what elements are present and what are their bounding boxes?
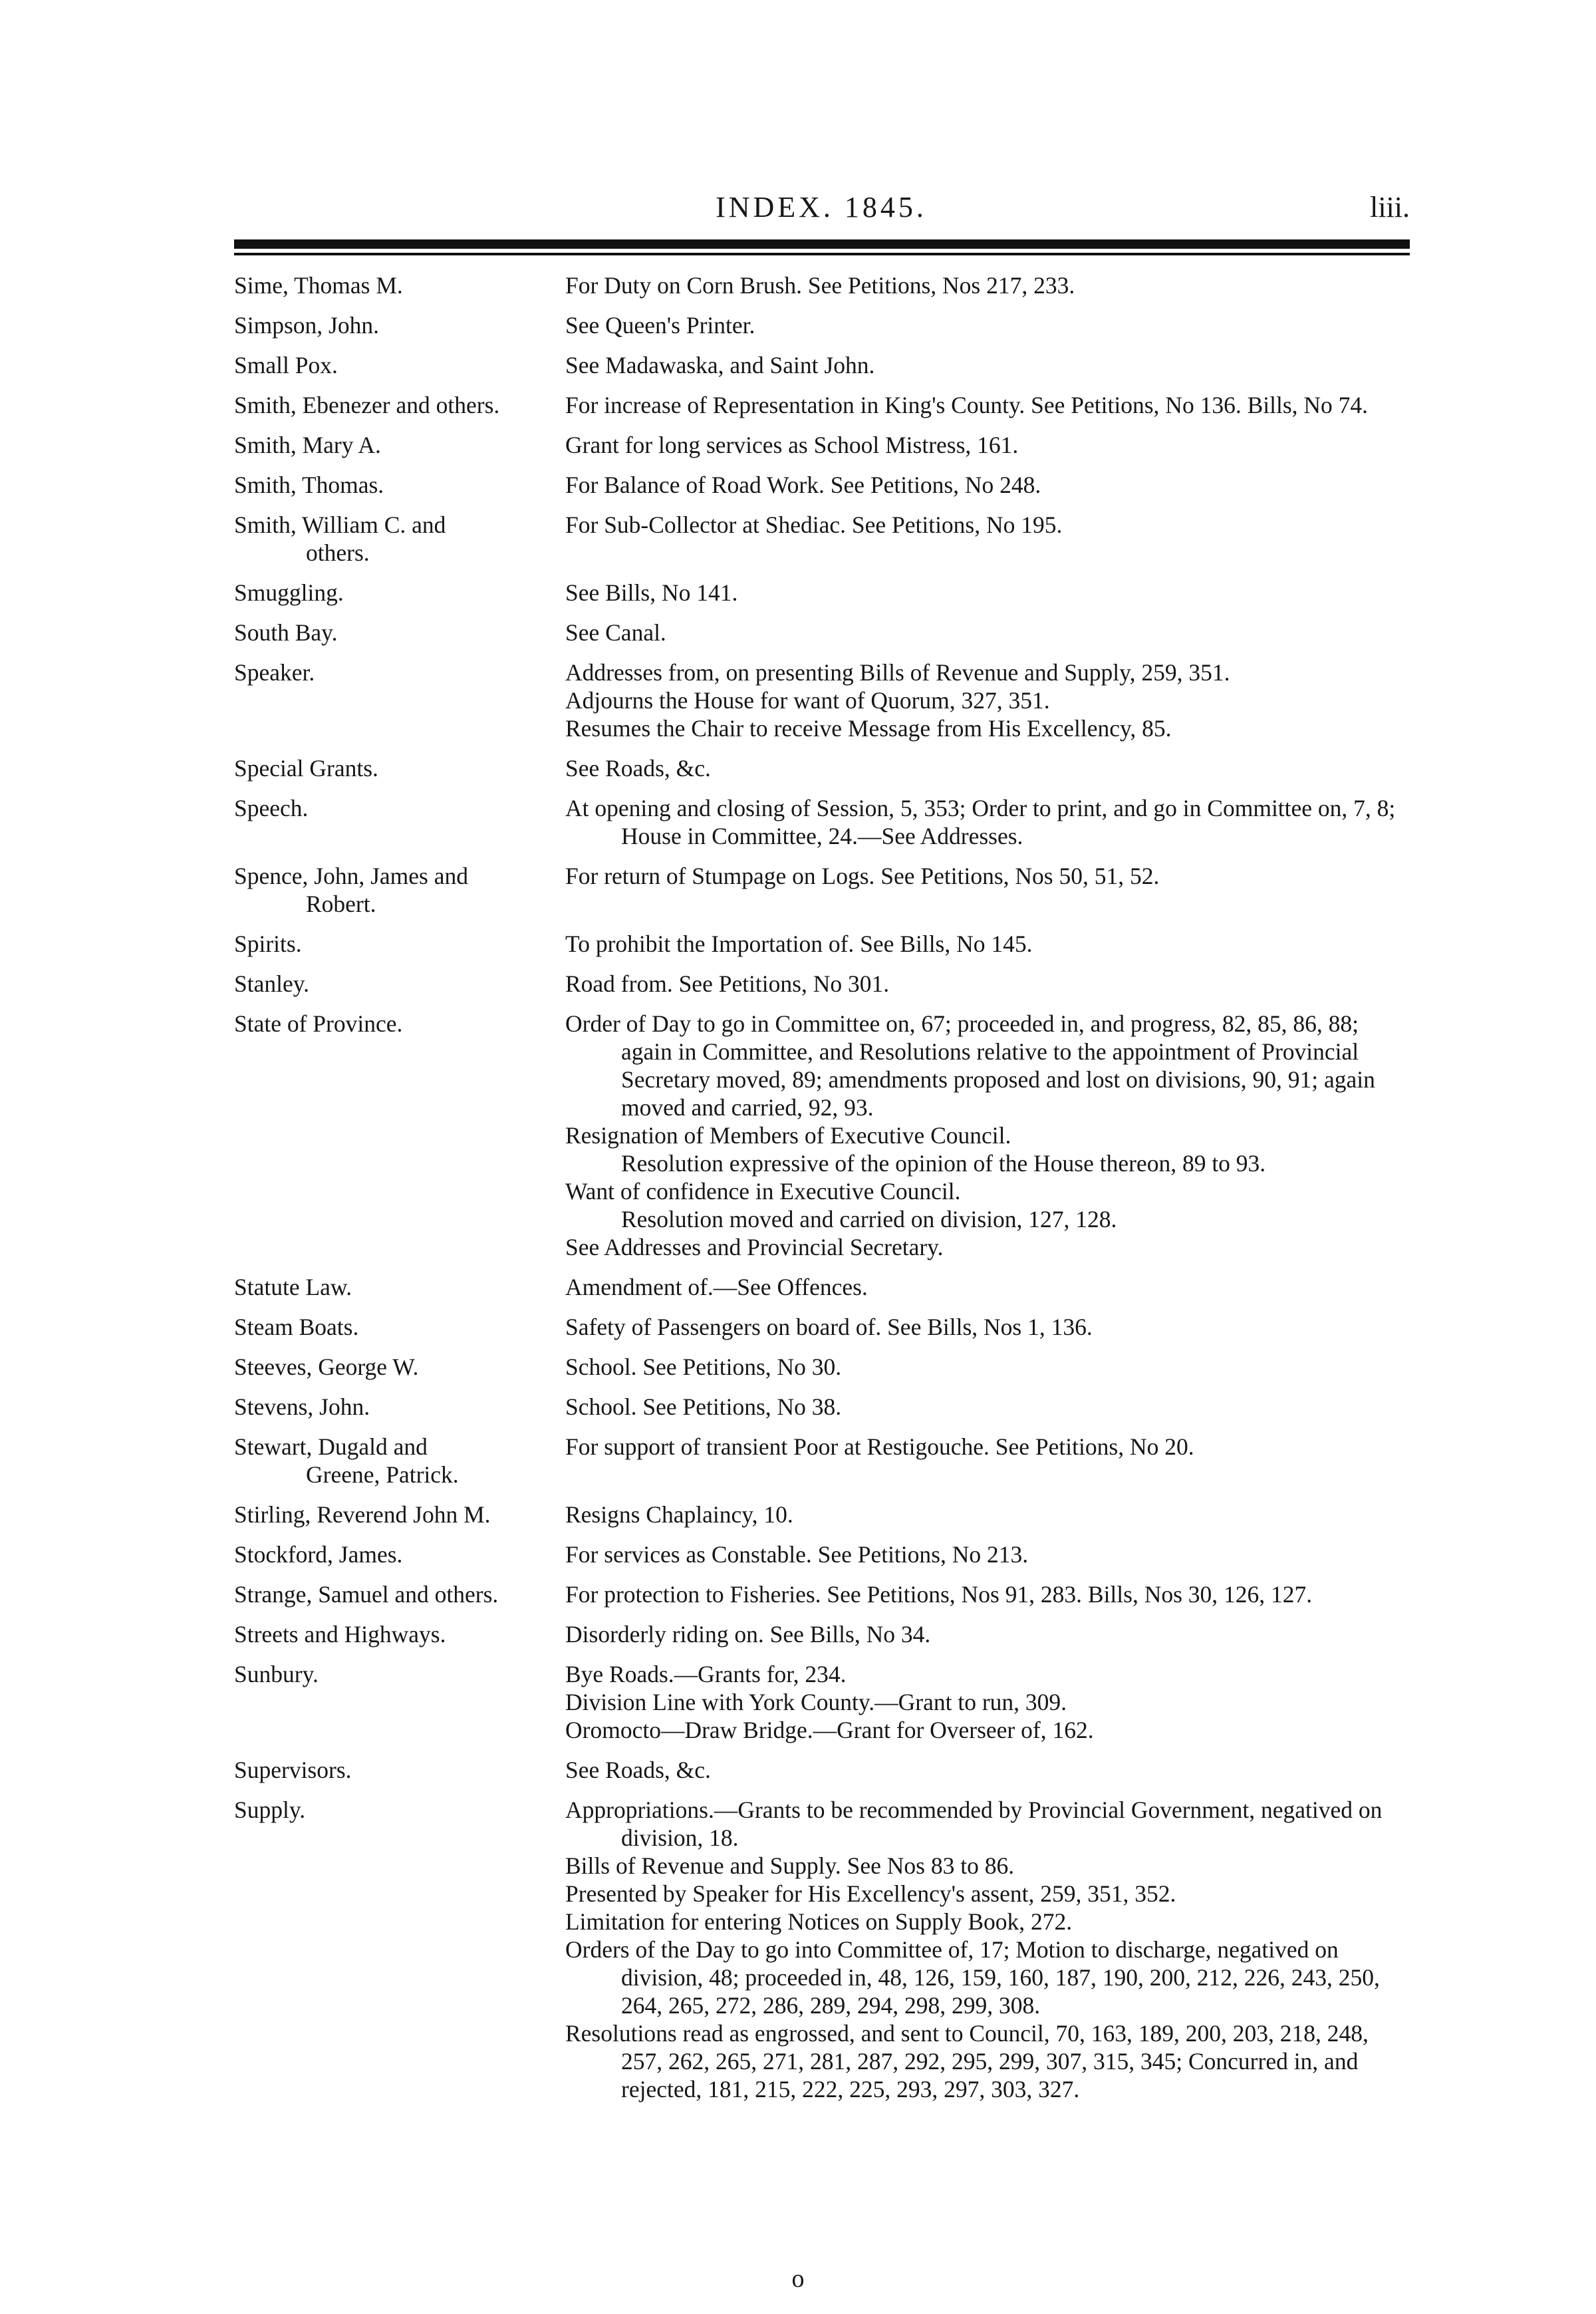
entry-description-line: At opening and closing of Session, 5, 353; Order to print, and go in Committee on, 7, 8; House in Committee, 24.—See Addresses. bbox=[565, 795, 1396, 849]
index-entry bbox=[234, 1433, 1411, 1489]
entry-description-line: Grant for long services as School Mistress, 161. bbox=[565, 432, 1019, 458]
entry-term bbox=[234, 1273, 565, 1301]
entry-description-line: Presented by Speaker for His Excellency's assent, 259, 351, 352. bbox=[565, 1880, 1176, 1907]
entry-term-line: State of Province. bbox=[234, 1010, 403, 1037]
index-entry bbox=[234, 431, 1411, 459]
entry-description bbox=[565, 311, 1411, 339]
entry-term-line: Sime, Thomas M. bbox=[234, 272, 403, 299]
entry-description-line: For support of transient Poor at Restigouche. See Petitions, No 20. bbox=[565, 1433, 1194, 1460]
index-entry bbox=[234, 271, 1411, 299]
entry-description bbox=[565, 271, 1411, 299]
entry-term-line: Smith, William C. and bbox=[234, 511, 446, 538]
entry-description-line: See Madawaska, and Saint John. bbox=[565, 352, 875, 378]
entry-term-line: Simpson, John. bbox=[234, 312, 379, 339]
entry-description bbox=[565, 754, 1411, 782]
entry-term-line: Stewart, Dugald and bbox=[234, 1433, 428, 1460]
entry-term bbox=[234, 311, 565, 339]
entry-description-line: For Sub-Collector at Shediac. See Petitions, No 195. bbox=[565, 511, 1063, 538]
entry-term-line: Speech. bbox=[234, 795, 309, 821]
entry-description-line: Resolution moved and carried on division, 127, 128. bbox=[621, 1206, 1117, 1232]
entry-description-line: For Balance of Road Work. See Petitions, No 248. bbox=[565, 472, 1041, 498]
entry-description-line: Resolutions read as engrossed, and sent to Council, 70, 163, 189, 200, 203, 218, 248, 257, 262, 265, 271, 281, 287, 292, 295, 299, 307, 315, 345; Concurred in, and rejected, 181, 215, 222, 225, 293, 297, 303, 327. bbox=[565, 2020, 1369, 2102]
entry-description-line: For increase of Representation in King's County. See Petitions, No 136. Bills, No 74. bbox=[565, 392, 1369, 418]
entry-description bbox=[565, 431, 1411, 459]
entry-description-line: Adjourns the House for want of Quorum, 327, 351. bbox=[565, 687, 1050, 714]
entry-description-line: See Canal. bbox=[565, 619, 666, 646]
entry-term-line: Steam Boats. bbox=[234, 1314, 359, 1340]
entry-description-line: Resolution expressive of the opinion of the House thereon, 89 to 93. bbox=[621, 1150, 1266, 1177]
index-entry bbox=[234, 794, 1411, 850]
entry-term-line: Smith, Mary A. bbox=[234, 432, 381, 458]
index-entry bbox=[234, 862, 1411, 918]
entry-description bbox=[565, 794, 1411, 850]
index-entry bbox=[234, 511, 1411, 567]
entry-description-line: Appropriations.—Grants to be recommended by Provincial Government, negatived on division, 18. bbox=[565, 1797, 1383, 1851]
entry-term bbox=[234, 431, 565, 459]
page-number: liii. bbox=[1370, 191, 1410, 223]
entry-description-line: Safety of Passengers on board of. See Bills, Nos 1, 136. bbox=[565, 1314, 1093, 1340]
entry-term bbox=[234, 1620, 565, 1648]
entry-term bbox=[234, 794, 565, 850]
page-header bbox=[233, 190, 1410, 230]
index-entry bbox=[234, 658, 1411, 742]
entry-description-line: To prohibit the Importation of. See Bills, No 145. bbox=[565, 931, 1033, 957]
entry-term-line: Strange, Samuel and others. bbox=[234, 1581, 499, 1608]
entry-description bbox=[565, 1580, 1411, 1608]
index-entry bbox=[234, 1010, 1411, 1261]
index-entry bbox=[234, 391, 1411, 419]
entry-term-line: South Bay. bbox=[234, 619, 338, 646]
entry-term bbox=[234, 1796, 565, 2103]
entry-term-line: Supply. bbox=[234, 1797, 306, 1823]
entry-description bbox=[565, 471, 1411, 499]
entry-term bbox=[234, 271, 565, 299]
entry-description bbox=[565, 1010, 1411, 1261]
entry-description bbox=[565, 970, 1411, 998]
entry-term-line: Spirits. bbox=[234, 931, 302, 957]
entry-description-line: Bills of Revenue and Supply. See Nos 83 to 86. bbox=[565, 1852, 1015, 1879]
entry-description bbox=[565, 1620, 1411, 1648]
entry-description-line: Orders of the Day to go into Committee of, 17; Motion to discharge, negatived on division, 48; proceeded in, 48, 126, 159, 160, 187, 190, 200, 212, 226, 243, 250, 264, 265, 272, 286, 289, 294, 298, 299, 308. bbox=[565, 1936, 1380, 2019]
entry-description-line: Bye Roads.—Grants for, 234. bbox=[565, 1661, 847, 1687]
entry-description-line: See Bills, No 141. bbox=[565, 579, 738, 606]
index-entry bbox=[234, 930, 1411, 958]
index-entry bbox=[234, 754, 1411, 782]
entry-description-line: Want of confidence in Executive Council. bbox=[565, 1178, 961, 1205]
entry-term-line: Steeves, George W. bbox=[234, 1354, 419, 1380]
entry-description bbox=[565, 930, 1411, 958]
entry-term-line: Stirling, Reverend John M. bbox=[234, 1501, 491, 1528]
entry-description-line: Addresses from, on presenting Bills of Revenue and Supply, 259, 351. bbox=[565, 659, 1230, 686]
entry-description-line: See Roads, &c. bbox=[565, 755, 711, 782]
entry-description-line: Road from. See Petitions, No 301. bbox=[565, 970, 890, 997]
entry-description bbox=[565, 1540, 1411, 1568]
entry-description bbox=[565, 1501, 1411, 1528]
entry-term bbox=[234, 754, 565, 782]
entry-description-line: School. See Petitions, No 38. bbox=[565, 1393, 842, 1420]
index-entry bbox=[234, 1353, 1411, 1381]
entry-term bbox=[234, 1313, 565, 1341]
entry-term-line: Stockford, James. bbox=[234, 1541, 403, 1568]
entry-description-line: Resumes the Chair to receive Message from His Excellency, 85. bbox=[565, 715, 1172, 742]
entry-term-line: Stevens, John. bbox=[234, 1393, 370, 1420]
entry-term-line: Greene, Patrick. bbox=[306, 1461, 459, 1488]
entry-description bbox=[565, 1273, 1411, 1301]
entry-term-line: Spence, John, James and bbox=[234, 863, 468, 889]
entry-term-line: Robert. bbox=[306, 891, 376, 917]
entry-description bbox=[565, 862, 1411, 918]
entry-term bbox=[234, 1660, 565, 1744]
entry-term bbox=[234, 351, 565, 379]
entry-description-line: Order of Day to go in Committee on, 67; proceeded in, and progress, 82, 85, 86, 88; again in Committee, and Resolutions relative to the appointment of Provincial Secretary moved, 89; amendments proposed and lost on divisions, 90, 91; again moved and carried, 92, 93. bbox=[565, 1010, 1375, 1121]
entry-term bbox=[234, 1540, 565, 1568]
index-entry bbox=[234, 1756, 1411, 1784]
index-entry bbox=[234, 1393, 1411, 1421]
signature-mark: o bbox=[791, 2265, 805, 2293]
entry-description-line: See Addresses and Provincial Secretary. bbox=[565, 1234, 944, 1260]
running-title: INDEX. 1845. bbox=[716, 191, 927, 223]
entry-term-line: Speaker. bbox=[234, 659, 315, 686]
entry-description-line: See Roads, &c. bbox=[565, 1757, 711, 1783]
index-entry bbox=[234, 1501, 1411, 1528]
entry-description-line: Oromocto—Draw Bridge.—Grant for Overseer of, 162. bbox=[565, 1717, 1094, 1743]
entry-term-line: Smith, Thomas. bbox=[234, 472, 384, 498]
entry-term bbox=[234, 1010, 565, 1261]
index-entry bbox=[234, 1540, 1411, 1568]
entry-description bbox=[565, 511, 1411, 567]
entry-description-line: Amendment of.—See Offences. bbox=[565, 1274, 868, 1300]
entry-term bbox=[234, 1353, 565, 1381]
entry-term bbox=[234, 471, 565, 499]
entry-term bbox=[234, 1580, 565, 1608]
entry-term-line: Special Grants. bbox=[234, 755, 378, 782]
entry-description-line: For services as Constable. See Petitions, No 213. bbox=[565, 1541, 1029, 1568]
index-entry bbox=[234, 1660, 1411, 1744]
entry-term-line: Small Pox. bbox=[234, 352, 338, 378]
entry-term bbox=[234, 658, 565, 742]
entry-description-line: For protection to Fisheries. See Petitions, Nos 91, 283. Bills, Nos 30, 126, 127. bbox=[565, 1581, 1313, 1608]
entry-term-line: Smuggling. bbox=[234, 579, 344, 606]
entry-term bbox=[234, 1393, 565, 1421]
entry-description-line: Resigns Chaplaincy, 10. bbox=[565, 1501, 793, 1528]
entry-term bbox=[234, 930, 565, 958]
index-entry bbox=[234, 970, 1411, 998]
entry-description bbox=[565, 1660, 1411, 1744]
entry-description bbox=[565, 1353, 1411, 1381]
entry-description bbox=[565, 391, 1411, 419]
index-entries bbox=[234, 271, 1411, 2132]
entry-description-line: Limitation for entering Notices on Supply Book, 272. bbox=[565, 1908, 1073, 1935]
entry-description bbox=[565, 1796, 1411, 2103]
entry-term bbox=[234, 511, 565, 567]
entry-term bbox=[234, 1756, 565, 1784]
entry-description bbox=[565, 351, 1411, 379]
index-entry bbox=[234, 619, 1411, 647]
entry-description-line: For return of Stumpage on Logs. See Petitions, Nos 50, 51, 52. bbox=[565, 863, 1160, 889]
entry-term-line: others. bbox=[306, 539, 370, 566]
entry-term-line: Sunbury. bbox=[234, 1661, 319, 1687]
entry-description bbox=[565, 1756, 1411, 1784]
entry-description bbox=[565, 1313, 1411, 1341]
entry-term bbox=[234, 1501, 565, 1528]
entry-term-line: Smith, Ebenezer and others. bbox=[234, 392, 500, 418]
entry-term-line: Supervisors. bbox=[234, 1757, 352, 1783]
entry-description-line: Disorderly riding on. See Bills, No 34. bbox=[565, 1621, 931, 1648]
entry-description-line: School. See Petitions, No 30. bbox=[565, 1354, 842, 1380]
entry-term-line: Stanley. bbox=[234, 970, 310, 997]
index-entry bbox=[234, 1796, 1411, 2103]
entry-term-line: Statute Law. bbox=[234, 1274, 352, 1300]
index-entry bbox=[234, 1620, 1411, 1648]
entry-term bbox=[234, 862, 565, 918]
index-entry bbox=[234, 351, 1411, 379]
entry-term bbox=[234, 391, 565, 419]
entry-description-line: Division Line with York County.—Grant to run, 309. bbox=[565, 1689, 1067, 1715]
header-rule-thick bbox=[234, 239, 1410, 249]
index-entry bbox=[234, 1273, 1411, 1301]
entry-description bbox=[565, 619, 1411, 647]
index-entry bbox=[234, 579, 1411, 607]
entry-term bbox=[234, 970, 565, 998]
index-entry bbox=[234, 471, 1411, 499]
header-rule-thin bbox=[234, 253, 1410, 255]
entry-description-line: Resignation of Members of Executive Council. bbox=[565, 1122, 1011, 1149]
entry-term-line: Streets and Highways. bbox=[234, 1621, 446, 1648]
index-entry bbox=[234, 1580, 1411, 1608]
index-entry bbox=[234, 311, 1411, 339]
entry-description bbox=[565, 658, 1411, 742]
entry-description bbox=[565, 1433, 1411, 1489]
entry-term bbox=[234, 619, 565, 647]
entry-description bbox=[565, 579, 1411, 607]
entry-description bbox=[565, 1393, 1411, 1421]
index-entry bbox=[234, 1313, 1411, 1341]
entry-term bbox=[234, 1433, 565, 1489]
entry-description-line: See Queen's Printer. bbox=[565, 312, 755, 339]
entry-term bbox=[234, 579, 565, 607]
entry-description-line: For Duty on Corn Brush. See Petitions, Nos 217, 233. bbox=[565, 272, 1075, 299]
